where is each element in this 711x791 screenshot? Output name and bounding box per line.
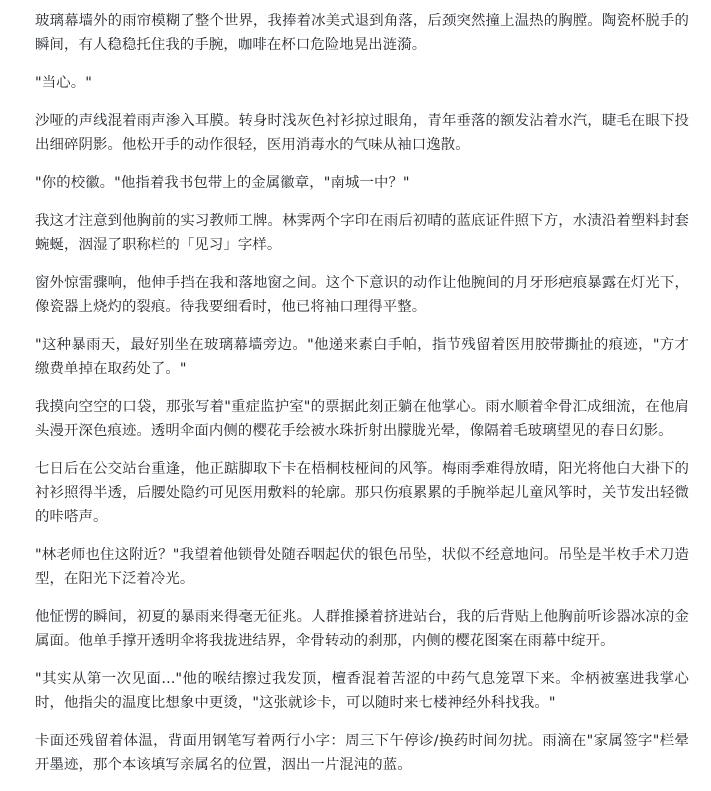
paragraph-5: 我这才注意到他胸前的实习教师工牌。林霁两个字印在雨后初晴的蓝底证件照下方，水渍沿着塑料封套蜿蜒，洇湿了职称栏的「见习」字样。: [35, 213, 689, 253]
paragraph-9: 七日后在公交站台重逢，他正踮脚取下卡在梧桐枝桠间的风筝。梅雨季难得放晴，阳光将他白大褂下的衬衫照得半透，后腰处隐约可见医用敷料的轮廓。那只伤痕累累的手腕举起儿童风筝时，关节发出轻微的咔嗒声。: [35, 461, 689, 525]
paragraph-8: 我摸向空空的口袋，那张写着"重症监护室"的票据此刻正躺在他掌心。雨水顺着伞骨汇成细流，在他肩头漫开深色痕迹。透明伞面内侧的樱花手绘被水珠折射出朦胧光晕，像隔着毛玻璃望见的春日幻影。: [35, 399, 689, 439]
paragraph-7: "这种暴雨天，最好别坐在玻璃幕墙旁边。"他递来素白手帕，指节残留着医用胶带撕扯的痕迹，"方才缴费单掉在取药处了。": [35, 337, 689, 377]
paragraph-2: "当心。": [35, 75, 92, 91]
paragraph-11: 他怔愣的瞬间，初夏的暴雨来得毫无征兆。人群推搡着挤进站台，我的后背贴上他胸前听诊器冰凉的金属面。他单手撑开透明伞将我拢进结界，伞骨转动的刹那，内侧的樱花图案在雨幕中绽开。: [35, 609, 689, 649]
document-body: [35, 9, 689, 791]
paragraph-4: "你的校徽。"他指着我书包带上的金属徽章，"南城一中？": [35, 175, 410, 191]
paragraph-3: 沙哑的声线混着雨声渗入耳膜。转身时浅灰色衬衫掠过眼角，青年垂落的额发沾着水汽，睫毛在眼下投出细碎阴影。他松开手的动作很轻，医用消毒水的气味从袖口逸散。: [35, 113, 689, 153]
paragraph-13: 卡面还残留着体温，背面用钢笔写着两行小字：周三下午停诊/换药时间勿扰。雨滴在"家属签字"栏晕开墨迹，那个本该填写亲属名的位置，洇出一片混沌的蓝。: [35, 733, 689, 773]
paragraph-6: 窗外惊雷骤响，他伸手挡在我和落地窗之间。这个下意识的动作让他腕间的月牙形疤痕暴露在灯光下，像瓷器上烧灼的裂痕。待我要细看时，他已将袖口理得平整。: [35, 275, 689, 315]
paragraph-10: "林老师也住这附近？"我望着他锁骨处随吞咽起伏的银色吊坠，状似不经意地问。吊坠是半枚手术刀造型，在阳光下泛着冷光。: [35, 547, 689, 587]
paragraph-1: 玻璃幕墙外的雨帘模糊了整个世界，我捧着冰美式退到角落，后颈突然撞上温热的胸膛。陶瓷杯脱手的瞬间，有人稳稳托住我的手腕，咖啡在杯口危险地晃出涟漪。: [35, 13, 689, 53]
paragraph-12: "其实从第一次见面..."他的喉结擦过我发顶，檀香混着苦涩的中药气息笼罩下来。伞柄被塞进我掌心时，他指尖的温度比想象中更烫，"这张就诊卡，可以随时来七楼神经外科找我。": [35, 671, 689, 711]
